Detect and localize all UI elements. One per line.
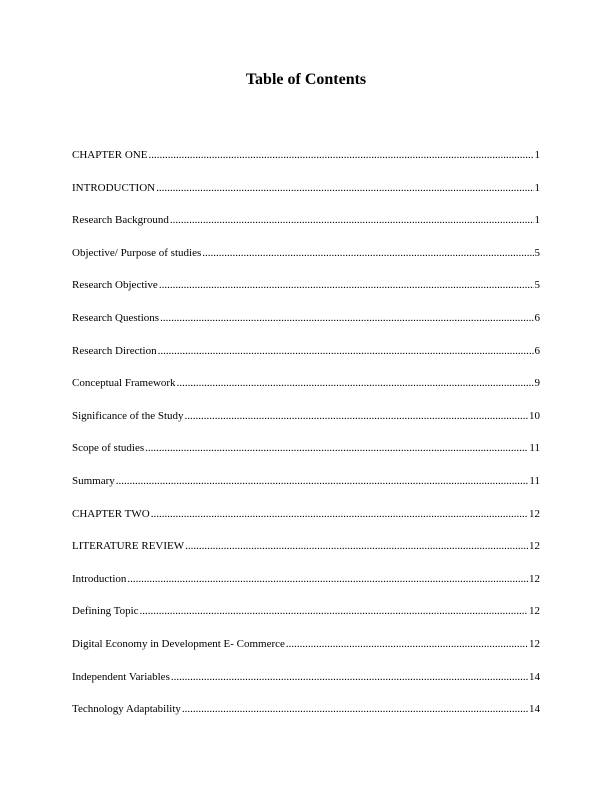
toc-entry[interactable] bbox=[72, 278, 540, 311]
toc-dot-leader bbox=[140, 604, 528, 618]
toc-entry[interactable] bbox=[72, 637, 540, 670]
toc-entry[interactable] bbox=[72, 213, 540, 246]
toc-entry[interactable] bbox=[72, 246, 540, 279]
toc-entry-label: Summary bbox=[72, 474, 115, 487]
toc-entry-page-number: 6 bbox=[534, 311, 540, 324]
toc-entry-label: Research Direction bbox=[72, 344, 157, 357]
toc-entry[interactable] bbox=[72, 148, 540, 181]
toc-dot-leader bbox=[177, 376, 534, 390]
toc-dot-leader bbox=[170, 213, 534, 227]
toc-entry[interactable] bbox=[72, 572, 540, 605]
toc-entry-page-number: 5 bbox=[534, 279, 540, 292]
toc-entry[interactable] bbox=[72, 409, 540, 442]
toc-entry-label: LITERATURE REVIEW bbox=[72, 540, 185, 553]
toc-entry[interactable] bbox=[72, 376, 540, 409]
toc-dot-leader bbox=[171, 670, 528, 684]
toc-entry[interactable] bbox=[72, 181, 540, 214]
toc-entry-label: Defining Topic bbox=[72, 605, 139, 618]
toc-dot-leader bbox=[185, 539, 528, 553]
toc-dot-leader bbox=[145, 441, 528, 455]
toc-dot-leader bbox=[148, 148, 533, 162]
toc-entry-label: Significance of the Study bbox=[72, 409, 184, 422]
toc-entry-label: Research Background bbox=[72, 214, 169, 227]
toc-entry-page-number: 1 bbox=[534, 149, 540, 161]
toc-entry[interactable] bbox=[72, 441, 540, 474]
toc-entry-label: Digital Economy in Development E- Commerce bbox=[72, 637, 285, 650]
toc-entry-page-number: 12 bbox=[529, 637, 540, 650]
toc-dot-leader bbox=[159, 278, 534, 292]
toc-entry[interactable] bbox=[72, 507, 540, 540]
toc-list bbox=[72, 148, 540, 735]
toc-entry-page-number: 6 bbox=[534, 344, 540, 357]
toc-entry-page-number: 5 bbox=[534, 246, 540, 259]
toc-dot-leader bbox=[116, 474, 529, 488]
toc-dot-leader bbox=[156, 181, 533, 195]
toc-entry-label: Independent Variables bbox=[72, 670, 170, 683]
toc-dot-leader bbox=[160, 311, 533, 325]
toc-entry-page-number: 10 bbox=[529, 409, 540, 422]
toc-entry-page-number: 11 bbox=[529, 442, 540, 455]
toc-entry[interactable] bbox=[72, 311, 540, 344]
toc-dot-leader bbox=[127, 572, 528, 586]
toc-entry-page-number: 1 bbox=[534, 181, 540, 194]
toc-entry-label: INTRODUCTION bbox=[72, 181, 156, 194]
toc-dot-leader bbox=[185, 409, 528, 423]
toc-entry[interactable] bbox=[72, 474, 540, 507]
toc-entry[interactable] bbox=[72, 344, 540, 377]
toc-entry-page-number: 1 bbox=[534, 214, 540, 227]
toc-dot-leader bbox=[182, 702, 528, 716]
toc-entry[interactable] bbox=[72, 702, 540, 735]
toc-entry-label: Scope of studies bbox=[72, 442, 145, 455]
toc-entry-page-number: 11 bbox=[529, 474, 540, 487]
toc-entry[interactable] bbox=[72, 670, 540, 703]
toc-entry-page-number: 14 bbox=[529, 703, 540, 716]
toc-entry[interactable] bbox=[72, 539, 540, 572]
toc-title: Table of Contents bbox=[245, 71, 367, 88]
toc-entry-page-number: 12 bbox=[529, 507, 540, 520]
toc-entry[interactable] bbox=[72, 604, 540, 637]
toc-entry-page-number: 12 bbox=[529, 540, 540, 553]
toc-entry-label: CHAPTER ONE bbox=[72, 149, 148, 161]
toc-entry-label: Conceptual Framework bbox=[72, 377, 176, 390]
toc-entry-label: Objective/ Purpose of studies bbox=[72, 246, 202, 259]
toc-dot-leader bbox=[158, 344, 534, 358]
toc-dot-leader bbox=[151, 507, 528, 521]
toc-entry-label: Technology Adaptability bbox=[72, 703, 181, 716]
toc-entry-label: Research Objective bbox=[72, 279, 158, 292]
toc-entry-page-number: 12 bbox=[529, 572, 540, 585]
toc-entry-label: Research Questions bbox=[72, 311, 160, 324]
toc-entry-label: CHAPTER TWO bbox=[72, 507, 150, 520]
toc-entry-label: Introduction bbox=[72, 572, 127, 585]
toc-dot-leader bbox=[202, 246, 533, 260]
toc-entry-page-number: 12 bbox=[529, 605, 540, 618]
toc-dot-leader bbox=[286, 637, 528, 651]
toc-entry-page-number: 14 bbox=[529, 670, 540, 683]
toc-entry-page-number: 9 bbox=[534, 377, 540, 390]
